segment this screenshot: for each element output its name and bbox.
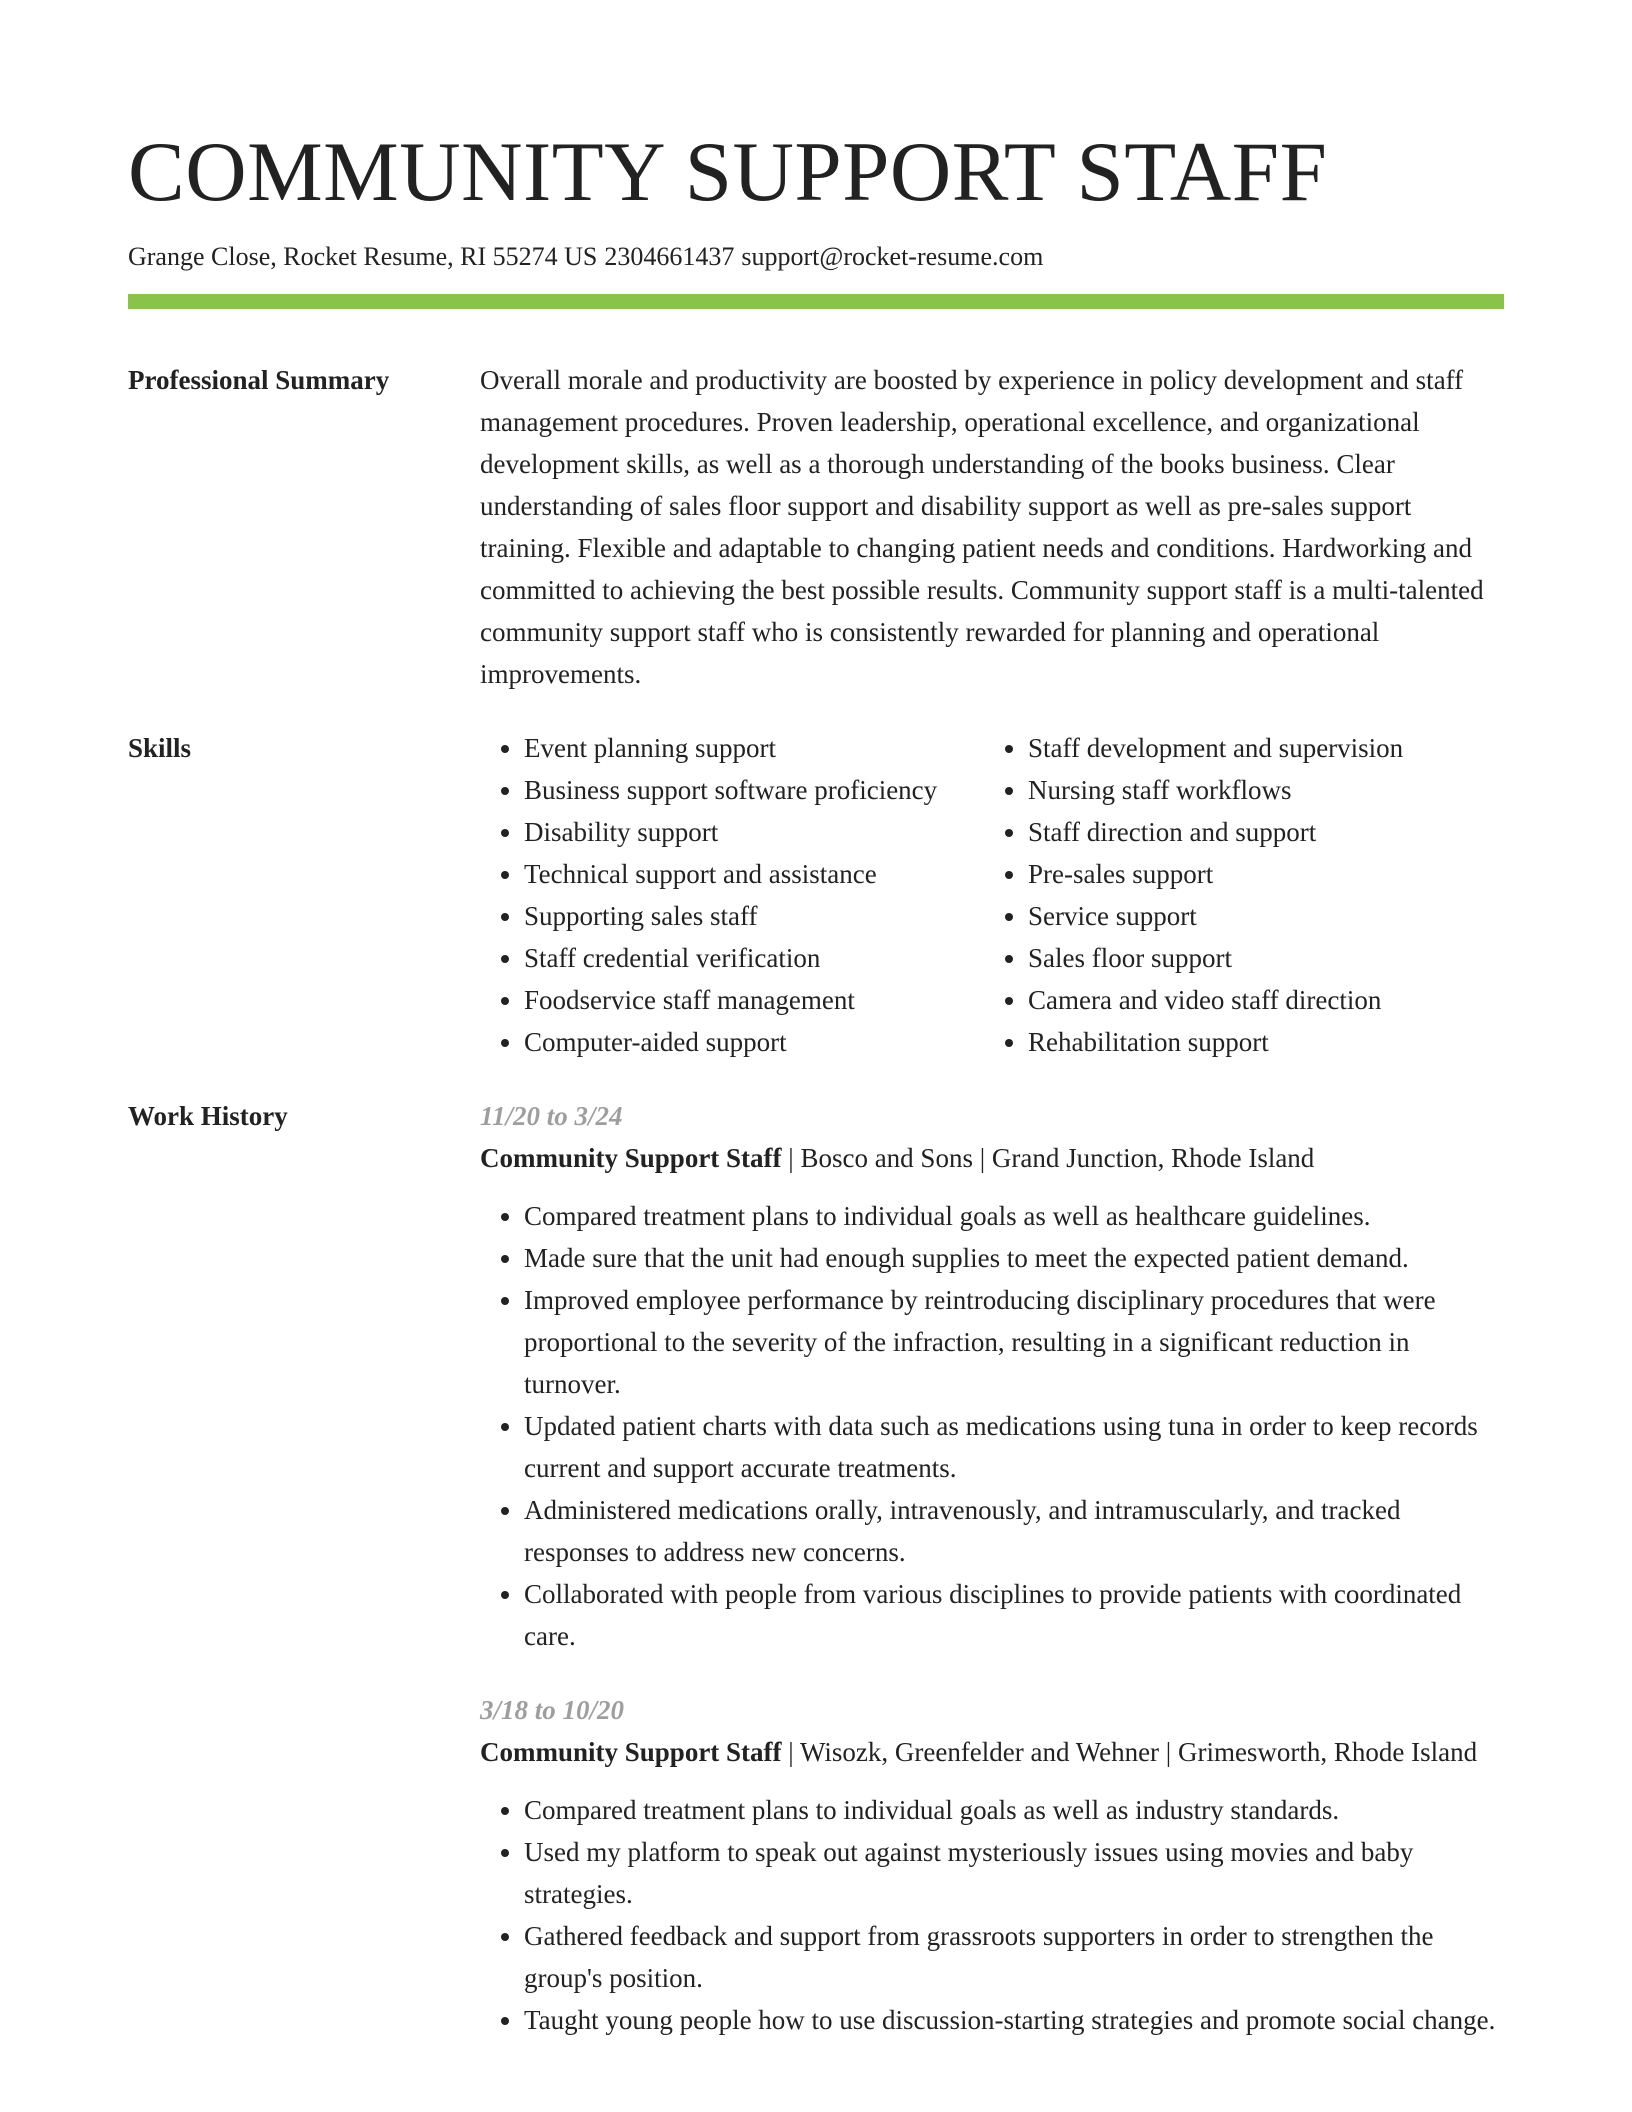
job-dates: 3/18 to 10/20 bbox=[480, 1695, 625, 1725]
job-entry bbox=[480, 1689, 1504, 2041]
job-bullet: • Made sure that the unit had enough supplies to meet the expected patient demand. bbox=[524, 1237, 1504, 1279]
skills-columns bbox=[480, 727, 1504, 1063]
skill-item: • Disability support bbox=[524, 811, 984, 853]
skill-item: • Staff credential verification bbox=[524, 937, 984, 979]
skill-item: • Sales floor support bbox=[1028, 937, 1504, 979]
job-bullets bbox=[480, 1195, 1504, 1657]
job-heading bbox=[480, 1137, 1504, 1179]
job-details: | Bosco and Sons | Grand Junction, Rhode Island bbox=[781, 1143, 1315, 1173]
job-dates: 11/20 to 3/24 bbox=[480, 1101, 623, 1131]
contact-email: support@rocket-resume.com bbox=[741, 242, 1044, 271]
job-bullet: • Collaborated with people from various disciplines to provide patients with coordinated care. bbox=[524, 1573, 1504, 1657]
skill-item: • Foodservice staff management bbox=[524, 979, 984, 1021]
summary-body bbox=[480, 359, 1504, 695]
resume-page bbox=[128, 0, 1504, 2041]
contact-line bbox=[128, 240, 1504, 274]
skill-item: • Computer-aided support bbox=[524, 1021, 984, 1063]
skill-item: • Rehabilitation support bbox=[1028, 1021, 1504, 1063]
job-bullet: • Compared treatment plans to individual goals as well as healthcare guidelines. bbox=[524, 1195, 1504, 1237]
contact-phone: 2304661437 bbox=[604, 242, 735, 271]
skill-item: • Supporting sales staff bbox=[524, 895, 984, 937]
job-title: Community Support Staff bbox=[480, 1143, 782, 1173]
job-heading bbox=[480, 1731, 1504, 1773]
job-bullet: • Taught young people how to use discussion-starting strategies and promote social change. bbox=[524, 1999, 1504, 2041]
job-entry bbox=[480, 1095, 1504, 1657]
skills-column-2 bbox=[984, 727, 1504, 1063]
skill-item: • Camera and video staff direction bbox=[1028, 979, 1504, 1021]
skill-item: • Business support software proficiency bbox=[524, 769, 984, 811]
work-history-body bbox=[480, 1095, 1504, 2041]
candidate-name: COMMUNITY SUPPORT STAFF bbox=[128, 125, 1328, 219]
section-title-work: Work History bbox=[128, 1101, 288, 1131]
job-bullet: • Updated patient charts with data such as medications using tuna in order to keep records current and support accurate treatments. bbox=[524, 1405, 1504, 1489]
skills-body bbox=[480, 727, 1504, 1063]
skill-item: • Event planning support bbox=[524, 727, 984, 769]
job-bullet: • Used my platform to speak out against mysteriously issues using movies and baby strategies. bbox=[524, 1831, 1504, 1915]
skill-item: • Nursing staff workflows bbox=[1028, 769, 1504, 811]
job-bullet: • Improved employee performance by reintroducing disciplinary procedures that were proportional to the severity of the infraction, resulting in a significant reduction in turnover. bbox=[524, 1279, 1504, 1405]
skills-section bbox=[128, 727, 1504, 1063]
work-history-section bbox=[128, 1095, 1504, 2041]
job-title: Community Support Staff bbox=[480, 1737, 782, 1767]
summary-text: Overall morale and productivity are boosted by experience in policy development and staff management procedures. Proven leadership, operational excellence, and organizational development skills, as well as a thorough understanding of the books business. Clear understanding of sales floor support and disability support as well as pre-sales support training. Flexible and adaptable to changing patient needs and conditions. Hardworking and committed to achieving the best possible results. Community support staff is a multi-talented community support staff who is consistently rewarded for planning and operational improvements. bbox=[480, 365, 1484, 689]
skills-column-1 bbox=[480, 727, 984, 1063]
skill-item: • Staff direction and support bbox=[1028, 811, 1504, 853]
job-bullet: • Compared treatment plans to individual goals as well as industry standards. bbox=[524, 1789, 1504, 1831]
job-bullet: • Gathered feedback and support from grassroots supporters in order to strengthen the group's position. bbox=[524, 1915, 1504, 1999]
job-details: | Wisozk, Greenfelder and Wehner | Grimesworth, Rhode Island bbox=[781, 1737, 1478, 1767]
skill-item: • Pre-sales support bbox=[1028, 853, 1504, 895]
skill-item: • Staff development and supervision bbox=[1028, 727, 1504, 769]
contact-address: Grange Close, Rocket Resume, RI 55274 US bbox=[128, 242, 598, 271]
section-title-summary: Professional Summary bbox=[128, 365, 390, 395]
section-title-skills: Skills bbox=[128, 733, 192, 763]
skill-item: • Service support bbox=[1028, 895, 1504, 937]
job-bullet: • Administered medications orally, intravenously, and intramuscularly, and tracked responses to address new concerns. bbox=[524, 1489, 1504, 1573]
professional-summary-section bbox=[128, 359, 1504, 695]
job-bullets bbox=[480, 1789, 1504, 2041]
header-divider bbox=[128, 294, 1504, 309]
skill-item: • Technical support and assistance bbox=[524, 853, 984, 895]
